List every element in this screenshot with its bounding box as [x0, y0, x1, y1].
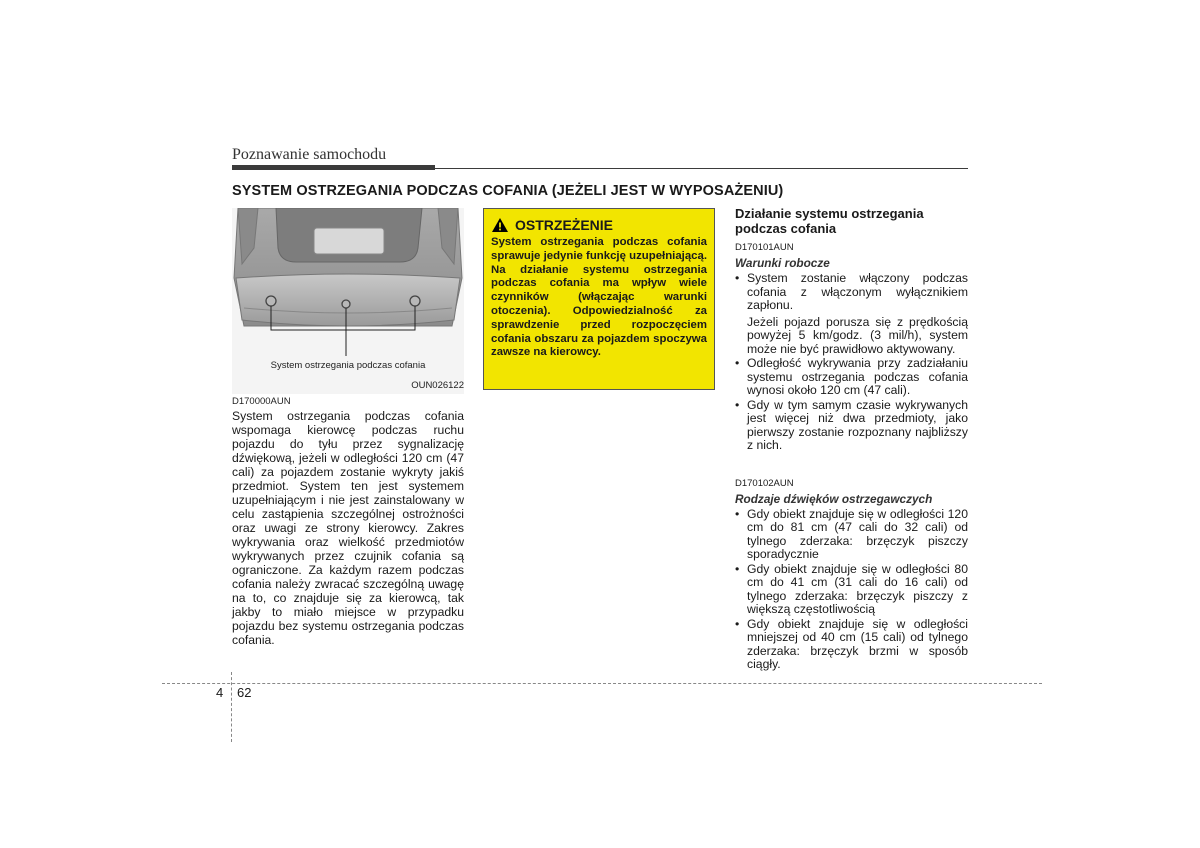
list-item: • Gdy obiekt znajduje się w odległości 120 cm do 81 cm (47 cali do 32 cali) od tylnego zderzaka: brzęczyk piszczy sporadycznie	[735, 508, 968, 562]
warning-title: OSTRZEŻENIE	[515, 217, 614, 233]
left-section-code: D170000AUN	[232, 396, 291, 407]
page-number: 62	[237, 685, 252, 700]
chapter-header: Poznawanie samochodu	[232, 146, 387, 163]
list-item: • System zostanie włączony podczas cofania z włączonym wyłącznikiem zapłonu. Jeżeli pojazd porusza się z prędkością powyżej 5 km/godz. (3 mil/h), system może nie być prawidłowo aktywowany.	[735, 272, 968, 356]
list-item: • Gdy obiekt znajduje się w odległości mniejszej od 40 cm (15 cali) od tylnego zderzaka: brzęczyk brzmi w sposób ciągły.	[735, 618, 968, 672]
header-rule-thick	[232, 165, 435, 170]
section1-list	[735, 272, 968, 453]
warning-header	[491, 217, 707, 233]
warning-box	[483, 208, 715, 390]
section2-list	[735, 508, 968, 672]
section1-code: D170101AUN	[735, 242, 794, 253]
section-title: SYSTEM OSTRZEGANIA PODCZAS COFANIA (JEŻELI JEST W WYPOSAŻENIU)	[232, 183, 784, 199]
warning-triangle-icon	[491, 217, 509, 233]
right-column	[735, 206, 968, 673]
list-item: • Odległość wykrywania przy zadziałaniu systemu ostrzegania podczas cofania wynosi około 120 cm (47 cali).	[735, 357, 968, 398]
right-section-title: Działanie systemu ostrzegania podczas cofania	[735, 206, 924, 236]
section2-subtitle: Rodzaje dźwięków ostrzegawczych	[735, 491, 933, 506]
list-item: • Gdy w tym samym czasie wykrywanych jest więcej niż dwa przedmioty, jako pierwszy zostanie rozpoznany najbliższy z nich.	[735, 399, 968, 453]
figure-caption: System ostrzegania podczas cofania	[270, 360, 426, 371]
header-rule-thin	[435, 168, 968, 169]
section1-subtitle: Warunki robocze	[735, 256, 830, 270]
footer-rule	[162, 683, 1042, 684]
footer-divider	[231, 672, 232, 742]
list-item: • Gdy obiekt znajduje się w odległości 80 cm do 41 cm (31 cali do 16 cali) od tylnego zderzaka: brzęczyk piszczy z większą częstotliwością	[735, 563, 968, 617]
figure	[232, 208, 464, 394]
section2-code: D170102AUN	[735, 477, 794, 489]
warning-text: System ostrzegania podczas cofania sprawuje jedynie funkcję uzupełniającą. Na działanie systemu ostrzegania podczas cofania ma wpływ wiele czynników (włączając warunki otoczenia). Odpowiedzialność za sprawdzenie przed rozpoczęciem cofania obszaru za pojazdem spoczywa zawsze na kierowcy.	[491, 236, 707, 359]
list-item-note: Jeżeli pojazd porusza się z prędkością powyżej 5 km/godz. (3 mil/h), system może nie być prawidłowo aktywowany.	[747, 314, 968, 356]
figure-code: OUN026122	[411, 380, 464, 391]
chapter-number: 4	[216, 685, 224, 700]
left-body-text: System ostrzegania podczas cofania wspomaga kierowcę podczas ruchu pojazdu do tyłu przez sygnalizację dźwiękową, jeżeli w odległości 120 cm (47 cali) za pojazdem zostanie wykryty jakiś przedmiot. System ten jest systemem uzupełniającym i nie jest zainstalowany w celu zastąpienia szczególnej ostrożności oraz uwagi ze strony kierowcy. Zakres wykrywania oraz wielkość przedmiotów wykrywanych przez czujnik cofania są ograniczone. Za każdym razem podczas cofania należy zwracać szczególną uwagę na to, co znajduje się za kierowcą, tak jakby to miało miejsce w przypadku pojazdu bez systemu ostrzegania podczas cofania.	[232, 409, 464, 647]
